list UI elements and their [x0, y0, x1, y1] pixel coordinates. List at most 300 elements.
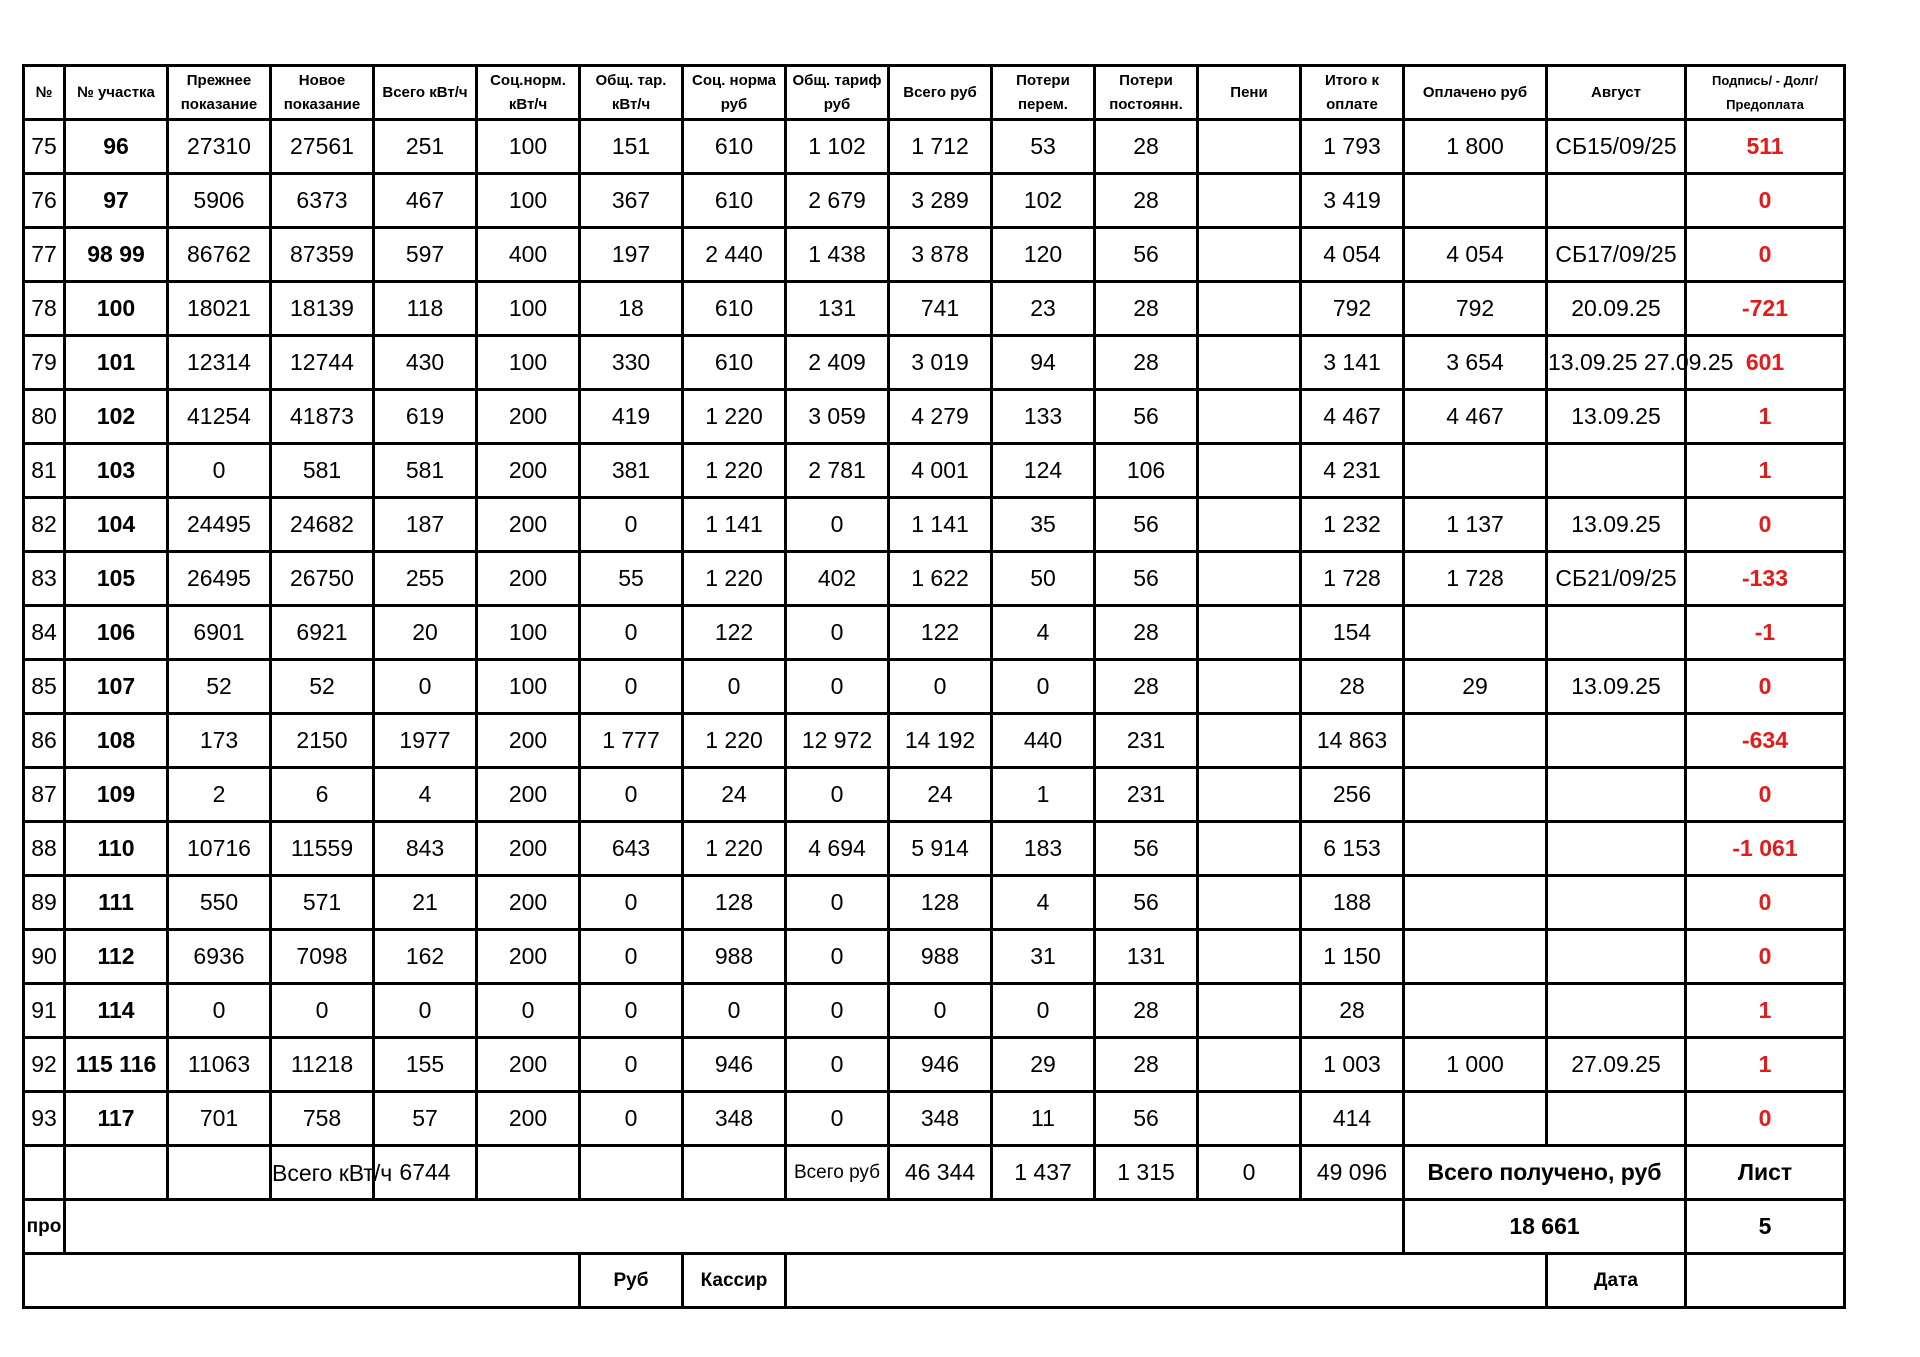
table-cell: 0	[889, 660, 992, 714]
table-cell: 183	[992, 822, 1095, 876]
table-cell: 4 231	[1301, 444, 1404, 498]
table-cell: 29	[992, 1038, 1095, 1092]
table-cell	[1547, 768, 1686, 822]
table-cell: 200	[477, 498, 580, 552]
table-cell: 256	[1301, 768, 1404, 822]
table-cell	[1547, 714, 1686, 768]
table-cell: 381	[580, 444, 683, 498]
table-cell: 55	[580, 552, 683, 606]
table-cell: 430	[374, 336, 477, 390]
table-row	[24, 552, 1845, 606]
table-cell: 467	[374, 174, 477, 228]
table-cell: 27.09.25	[1547, 1038, 1686, 1092]
table-cell: 100	[477, 336, 580, 390]
table-cell: 87	[24, 768, 65, 822]
table-cell: 52	[271, 660, 374, 714]
table-body	[24, 120, 1845, 1146]
table-cell: 419	[580, 390, 683, 444]
cashier-label: Кассир	[683, 1254, 786, 1308]
table-cell	[1404, 768, 1547, 822]
balance-cell: 0	[1686, 1092, 1845, 1146]
table-cell: 27561	[271, 120, 374, 174]
balance-cell: 511	[1686, 120, 1845, 174]
table-cell: 1 793	[1301, 120, 1404, 174]
table-cell: 0	[683, 660, 786, 714]
table-cell: 28	[1095, 282, 1198, 336]
total-rub-label: Всего руб	[786, 1146, 889, 1200]
table-cell: 24495	[168, 498, 271, 552]
table-row	[24, 768, 1845, 822]
table-cell: 610	[683, 336, 786, 390]
plot-cell: 117	[65, 1092, 168, 1146]
table-cell: 348	[683, 1092, 786, 1146]
table-cell: 11559	[271, 822, 374, 876]
table-cell: 28	[1095, 606, 1198, 660]
balance-cell: 1	[1686, 390, 1845, 444]
table-cell: 0	[374, 984, 477, 1038]
table-cell: 6373	[271, 174, 374, 228]
table-cell: 3 419	[1301, 174, 1404, 228]
table-cell: 18	[580, 282, 683, 336]
table-cell: 0	[786, 606, 889, 660]
table-cell: 20.09.25	[1547, 282, 1686, 336]
table-cell: 1 712	[889, 120, 992, 174]
table-cell: 92	[24, 1038, 65, 1092]
table-cell: 4 467	[1404, 390, 1547, 444]
table-cell: 197	[580, 228, 683, 282]
total-losses-var: 1 437	[992, 1146, 1095, 1200]
table-cell: 93	[24, 1092, 65, 1146]
table-row	[24, 822, 1845, 876]
table-cell: 200	[477, 768, 580, 822]
empty-cell	[65, 1146, 168, 1200]
table-cell	[1404, 1092, 1547, 1146]
table-cell	[1198, 228, 1301, 282]
column-header: Общ. тариф руб	[786, 66, 889, 120]
table-cell: 56	[1095, 228, 1198, 282]
signature-row	[24, 1254, 1845, 1308]
table-cell: 0	[580, 1092, 683, 1146]
table-cell: 701	[168, 1092, 271, 1146]
table-cell: 2 440	[683, 228, 786, 282]
table-cell: 28	[1095, 1038, 1198, 1092]
balance-cell: 0	[1686, 768, 1845, 822]
total-losses-const: 1 315	[1095, 1146, 1198, 1200]
table-cell: 6	[271, 768, 374, 822]
table-cell: 1 220	[683, 552, 786, 606]
table-cell: 0	[168, 984, 271, 1038]
table-cell: 100	[477, 606, 580, 660]
table-cell: 131	[1095, 930, 1198, 984]
table-cell: 28	[1095, 984, 1198, 1038]
table-cell: 5 914	[889, 822, 992, 876]
table-cell: 24682	[271, 498, 374, 552]
table-cell: 1 137	[1404, 498, 1547, 552]
table-cell: 128	[889, 876, 992, 930]
table-cell: 21	[374, 876, 477, 930]
plot-cell: 106	[65, 606, 168, 660]
table-cell: 56	[1095, 822, 1198, 876]
table-cell: 26495	[168, 552, 271, 606]
table-cell: 13.09.25	[1547, 390, 1686, 444]
table-cell	[1198, 498, 1301, 552]
table-cell: 231	[1095, 714, 1198, 768]
header-row	[24, 66, 1845, 120]
table-cell: 133	[992, 390, 1095, 444]
plot-cell: 105	[65, 552, 168, 606]
table-cell: 4	[992, 606, 1095, 660]
table-cell	[1547, 984, 1686, 1038]
table-cell: 86	[24, 714, 65, 768]
column-header: Подпись/ - Долг/Предоплата	[1686, 66, 1845, 120]
table-cell: 571	[271, 876, 374, 930]
table-cell: 7098	[271, 930, 374, 984]
table-cell: 597	[374, 228, 477, 282]
table-cell: 0	[786, 498, 889, 552]
table-cell: 1977	[374, 714, 477, 768]
table-cell: 82	[24, 498, 65, 552]
table-cell: 0	[786, 768, 889, 822]
table-row	[24, 444, 1845, 498]
table-cell: 1 728	[1301, 552, 1404, 606]
table-cell: 90	[24, 930, 65, 984]
table-cell: 946	[889, 1038, 992, 1092]
table-cell	[1198, 1092, 1301, 1146]
cashier-signature-cell	[786, 1254, 1547, 1308]
table-cell: 6936	[168, 930, 271, 984]
table-cell: 1 728	[1404, 552, 1547, 606]
column-header: Новое показание	[271, 66, 374, 120]
plot-cell: 100	[65, 282, 168, 336]
table-cell: 1 232	[1301, 498, 1404, 552]
sheet-number: 5	[1686, 1200, 1845, 1254]
balance-cell: -721	[1686, 282, 1845, 336]
table-cell: 41254	[168, 390, 271, 444]
table-cell: 162	[374, 930, 477, 984]
table-cell: 988	[683, 930, 786, 984]
table-cell	[1198, 336, 1301, 390]
table-cell: 200	[477, 930, 580, 984]
table-cell	[1547, 174, 1686, 228]
table-cell: 0	[374, 660, 477, 714]
table-cell	[1198, 606, 1301, 660]
table-cell: 6 153	[1301, 822, 1404, 876]
table-cell	[1547, 930, 1686, 984]
table-cell: 0	[786, 1092, 889, 1146]
plot-cell: 103	[65, 444, 168, 498]
total-received-label: Всего получено, руб	[1404, 1146, 1686, 1200]
table-cell: 12 972	[786, 714, 889, 768]
table-cell: 0	[786, 930, 889, 984]
table-cell: 0	[580, 930, 683, 984]
table-cell: 581	[271, 444, 374, 498]
table-cell: 83	[24, 552, 65, 606]
table-cell: 4 054	[1301, 228, 1404, 282]
table-cell: 27310	[168, 120, 271, 174]
table-cell: 56	[1095, 498, 1198, 552]
table-cell: 124	[992, 444, 1095, 498]
table-cell: 200	[477, 552, 580, 606]
balance-cell: 0	[1686, 498, 1845, 552]
column-header: Оплачено руб	[1404, 66, 1547, 120]
date-cell	[1686, 1254, 1845, 1308]
plot-cell: 109	[65, 768, 168, 822]
table-cell: 154	[1301, 606, 1404, 660]
table-cell	[1547, 606, 1686, 660]
column-header: Всего кВт/ч	[374, 66, 477, 120]
table-cell: 91	[24, 984, 65, 1038]
table-cell: 0	[786, 1038, 889, 1092]
table-cell: 57	[374, 1092, 477, 1146]
plot-cell: 101	[65, 336, 168, 390]
table-cell: 231	[1095, 768, 1198, 822]
table-row	[24, 714, 1845, 768]
table-cell: 619	[374, 390, 477, 444]
table-cell: 414	[1301, 1092, 1404, 1146]
table-cell: 24	[683, 768, 786, 822]
table-cell: 11218	[271, 1038, 374, 1092]
table-row	[24, 1038, 1845, 1092]
plot-cell: 96	[65, 120, 168, 174]
table-cell: 0	[580, 876, 683, 930]
table-cell: 1 220	[683, 714, 786, 768]
table-cell	[1404, 822, 1547, 876]
table-row	[24, 660, 1845, 714]
table-cell: 550	[168, 876, 271, 930]
table-cell: 4 279	[889, 390, 992, 444]
empty-cell	[24, 1254, 580, 1308]
balance-cell: -1	[1686, 606, 1845, 660]
total-kwh-label: Всего кВт/ч	[271, 1146, 374, 1200]
table-cell	[1404, 174, 1547, 228]
table-cell: 3 059	[786, 390, 889, 444]
row-label: про	[24, 1200, 65, 1254]
table-cell: 41873	[271, 390, 374, 444]
table-cell: 85	[24, 660, 65, 714]
table-cell: 1 438	[786, 228, 889, 282]
table-cell	[1404, 984, 1547, 1038]
column-header: Потери постоянн.	[1095, 66, 1198, 120]
table-cell	[1404, 444, 1547, 498]
table-cell: 14 192	[889, 714, 992, 768]
table-cell: 87359	[271, 228, 374, 282]
table-cell: 400	[477, 228, 580, 282]
table-cell: 581	[374, 444, 477, 498]
table-cell: 100	[477, 660, 580, 714]
table-cell: 28	[1095, 660, 1198, 714]
column-header: №	[24, 66, 65, 120]
table-cell: 84	[24, 606, 65, 660]
table-cell: 20	[374, 606, 477, 660]
table-row	[24, 120, 1845, 174]
table-cell: 0	[992, 660, 1095, 714]
table-cell: 200	[477, 1038, 580, 1092]
column-header: Всего руб	[889, 66, 992, 120]
table-cell: 86762	[168, 228, 271, 282]
table-cell: 1 777	[580, 714, 683, 768]
table-cell: 348	[889, 1092, 992, 1146]
table-cell: 28	[1095, 120, 1198, 174]
table-cell: 6901	[168, 606, 271, 660]
table-cell: 81	[24, 444, 65, 498]
table-cell: 643	[580, 822, 683, 876]
column-header: Прежнее показание	[168, 66, 271, 120]
column-header: № участка	[65, 66, 168, 120]
balance-cell: 0	[1686, 174, 1845, 228]
table-cell: 200	[477, 714, 580, 768]
table-cell: 56	[1095, 390, 1198, 444]
table-cell: 741	[889, 282, 992, 336]
table-cell: 28	[1095, 336, 1198, 390]
table-cell: 18139	[271, 282, 374, 336]
table-cell: 402	[786, 552, 889, 606]
empty-cell	[24, 1146, 65, 1200]
table-cell: 155	[374, 1038, 477, 1092]
table-cell: 13.09.25	[1547, 498, 1686, 552]
table-row	[24, 282, 1845, 336]
table-cell: 251	[374, 120, 477, 174]
summary-row	[24, 1200, 1845, 1254]
table-cell	[1198, 120, 1301, 174]
table-cell: 0	[580, 768, 683, 822]
table-cell	[1198, 930, 1301, 984]
column-header: Общ. тар. кВт/ч	[580, 66, 683, 120]
table-cell: 330	[580, 336, 683, 390]
table-cell: 79	[24, 336, 65, 390]
table-row	[24, 174, 1845, 228]
table-cell: 31	[992, 930, 1095, 984]
column-header: Соц. норма руб	[683, 66, 786, 120]
table-cell: 94	[992, 336, 1095, 390]
balance-cell: 1	[1686, 1038, 1845, 1092]
table-cell: 56	[1095, 552, 1198, 606]
table-cell: 80	[24, 390, 65, 444]
table-cell: 200	[477, 876, 580, 930]
table-row	[24, 876, 1845, 930]
table-cell	[1404, 606, 1547, 660]
table-cell	[1198, 390, 1301, 444]
column-header: Пени	[1198, 66, 1301, 120]
table-cell	[1198, 282, 1301, 336]
table-cell: 11063	[168, 1038, 271, 1092]
table-cell: 440	[992, 714, 1095, 768]
table-cell: 200	[477, 822, 580, 876]
balance-cell: -133	[1686, 552, 1845, 606]
table-cell: СБ17/09/25	[1547, 228, 1686, 282]
table-cell: 0	[889, 984, 992, 1038]
empty-cell	[683, 1146, 786, 1200]
table-cell: 610	[683, 282, 786, 336]
table-row	[24, 228, 1845, 282]
column-header: Август	[1547, 66, 1686, 120]
table-cell	[1198, 984, 1301, 1038]
table-cell: 1 141	[889, 498, 992, 552]
plot-cell: 107	[65, 660, 168, 714]
table-cell	[1198, 876, 1301, 930]
table-cell: 2 781	[786, 444, 889, 498]
table-cell: 3 141	[1301, 336, 1404, 390]
table-cell: 26750	[271, 552, 374, 606]
table-cell: 77	[24, 228, 65, 282]
table-cell: 1 000	[1404, 1038, 1547, 1092]
table-cell: 151	[580, 120, 683, 174]
plot-cell: 112	[65, 930, 168, 984]
table-cell	[1198, 174, 1301, 228]
table-cell: 1 622	[889, 552, 992, 606]
table-cell: 12744	[271, 336, 374, 390]
table-cell: 100	[477, 120, 580, 174]
table-cell: 28	[1095, 174, 1198, 228]
table-cell: 23	[992, 282, 1095, 336]
table-cell: 1 150	[1301, 930, 1404, 984]
column-header: Соц.норм. кВт/ч	[477, 66, 580, 120]
table-cell: 18021	[168, 282, 271, 336]
table-cell: 75	[24, 120, 65, 174]
table-row	[24, 498, 1845, 552]
table-cell: 2 679	[786, 174, 889, 228]
plot-cell: 102	[65, 390, 168, 444]
table-cell: 0	[683, 984, 786, 1038]
table-cell	[1547, 822, 1686, 876]
table-cell: 946	[683, 1038, 786, 1092]
table-cell	[1547, 876, 1686, 930]
table-cell: 843	[374, 822, 477, 876]
table-cell: 0	[786, 660, 889, 714]
table-cell: 78	[24, 282, 65, 336]
table-cell: 56	[1095, 876, 1198, 930]
table-cell: 4 001	[889, 444, 992, 498]
table-cell: 0	[271, 984, 374, 1038]
table-cell: 3 878	[889, 228, 992, 282]
table-cell	[1198, 714, 1301, 768]
balance-cell: 0	[1686, 876, 1845, 930]
table-cell: 0	[580, 1038, 683, 1092]
table-cell	[1404, 714, 1547, 768]
table-cell: 4 694	[786, 822, 889, 876]
total-kwh-value: 6744	[374, 1146, 477, 1200]
table-cell: 52	[168, 660, 271, 714]
table-cell: 88	[24, 822, 65, 876]
table-cell: 1 102	[786, 120, 889, 174]
table-cell: 100	[477, 282, 580, 336]
balance-cell: 1	[1686, 444, 1845, 498]
table-cell: 4	[992, 876, 1095, 930]
table-row	[24, 1092, 1845, 1146]
table-cell: 188	[1301, 876, 1404, 930]
table-row	[24, 984, 1845, 1038]
table-cell: 131	[786, 282, 889, 336]
rub-label: Руб	[580, 1254, 683, 1308]
balance-cell: 601	[1686, 336, 1845, 390]
sheet-label: Лист	[1686, 1146, 1845, 1200]
totals-row	[24, 1146, 1845, 1200]
table-cell: 100	[477, 174, 580, 228]
balance-cell: 0	[1686, 930, 1845, 984]
total-rub-value: 46 344	[889, 1146, 992, 1200]
table-cell: 0	[992, 984, 1095, 1038]
column-header: Потери перем.	[992, 66, 1095, 120]
table-cell: 35	[992, 498, 1095, 552]
table-cell: 0	[168, 444, 271, 498]
balance-cell: 1	[1686, 984, 1845, 1038]
table-cell: 200	[477, 390, 580, 444]
table-cell: 13.09.25	[1547, 660, 1686, 714]
table-cell: 53	[992, 120, 1095, 174]
balance-cell: -1 061	[1686, 822, 1845, 876]
table-cell: 4 467	[1301, 390, 1404, 444]
table-row	[24, 336, 1845, 390]
table-cell: 0	[786, 984, 889, 1038]
